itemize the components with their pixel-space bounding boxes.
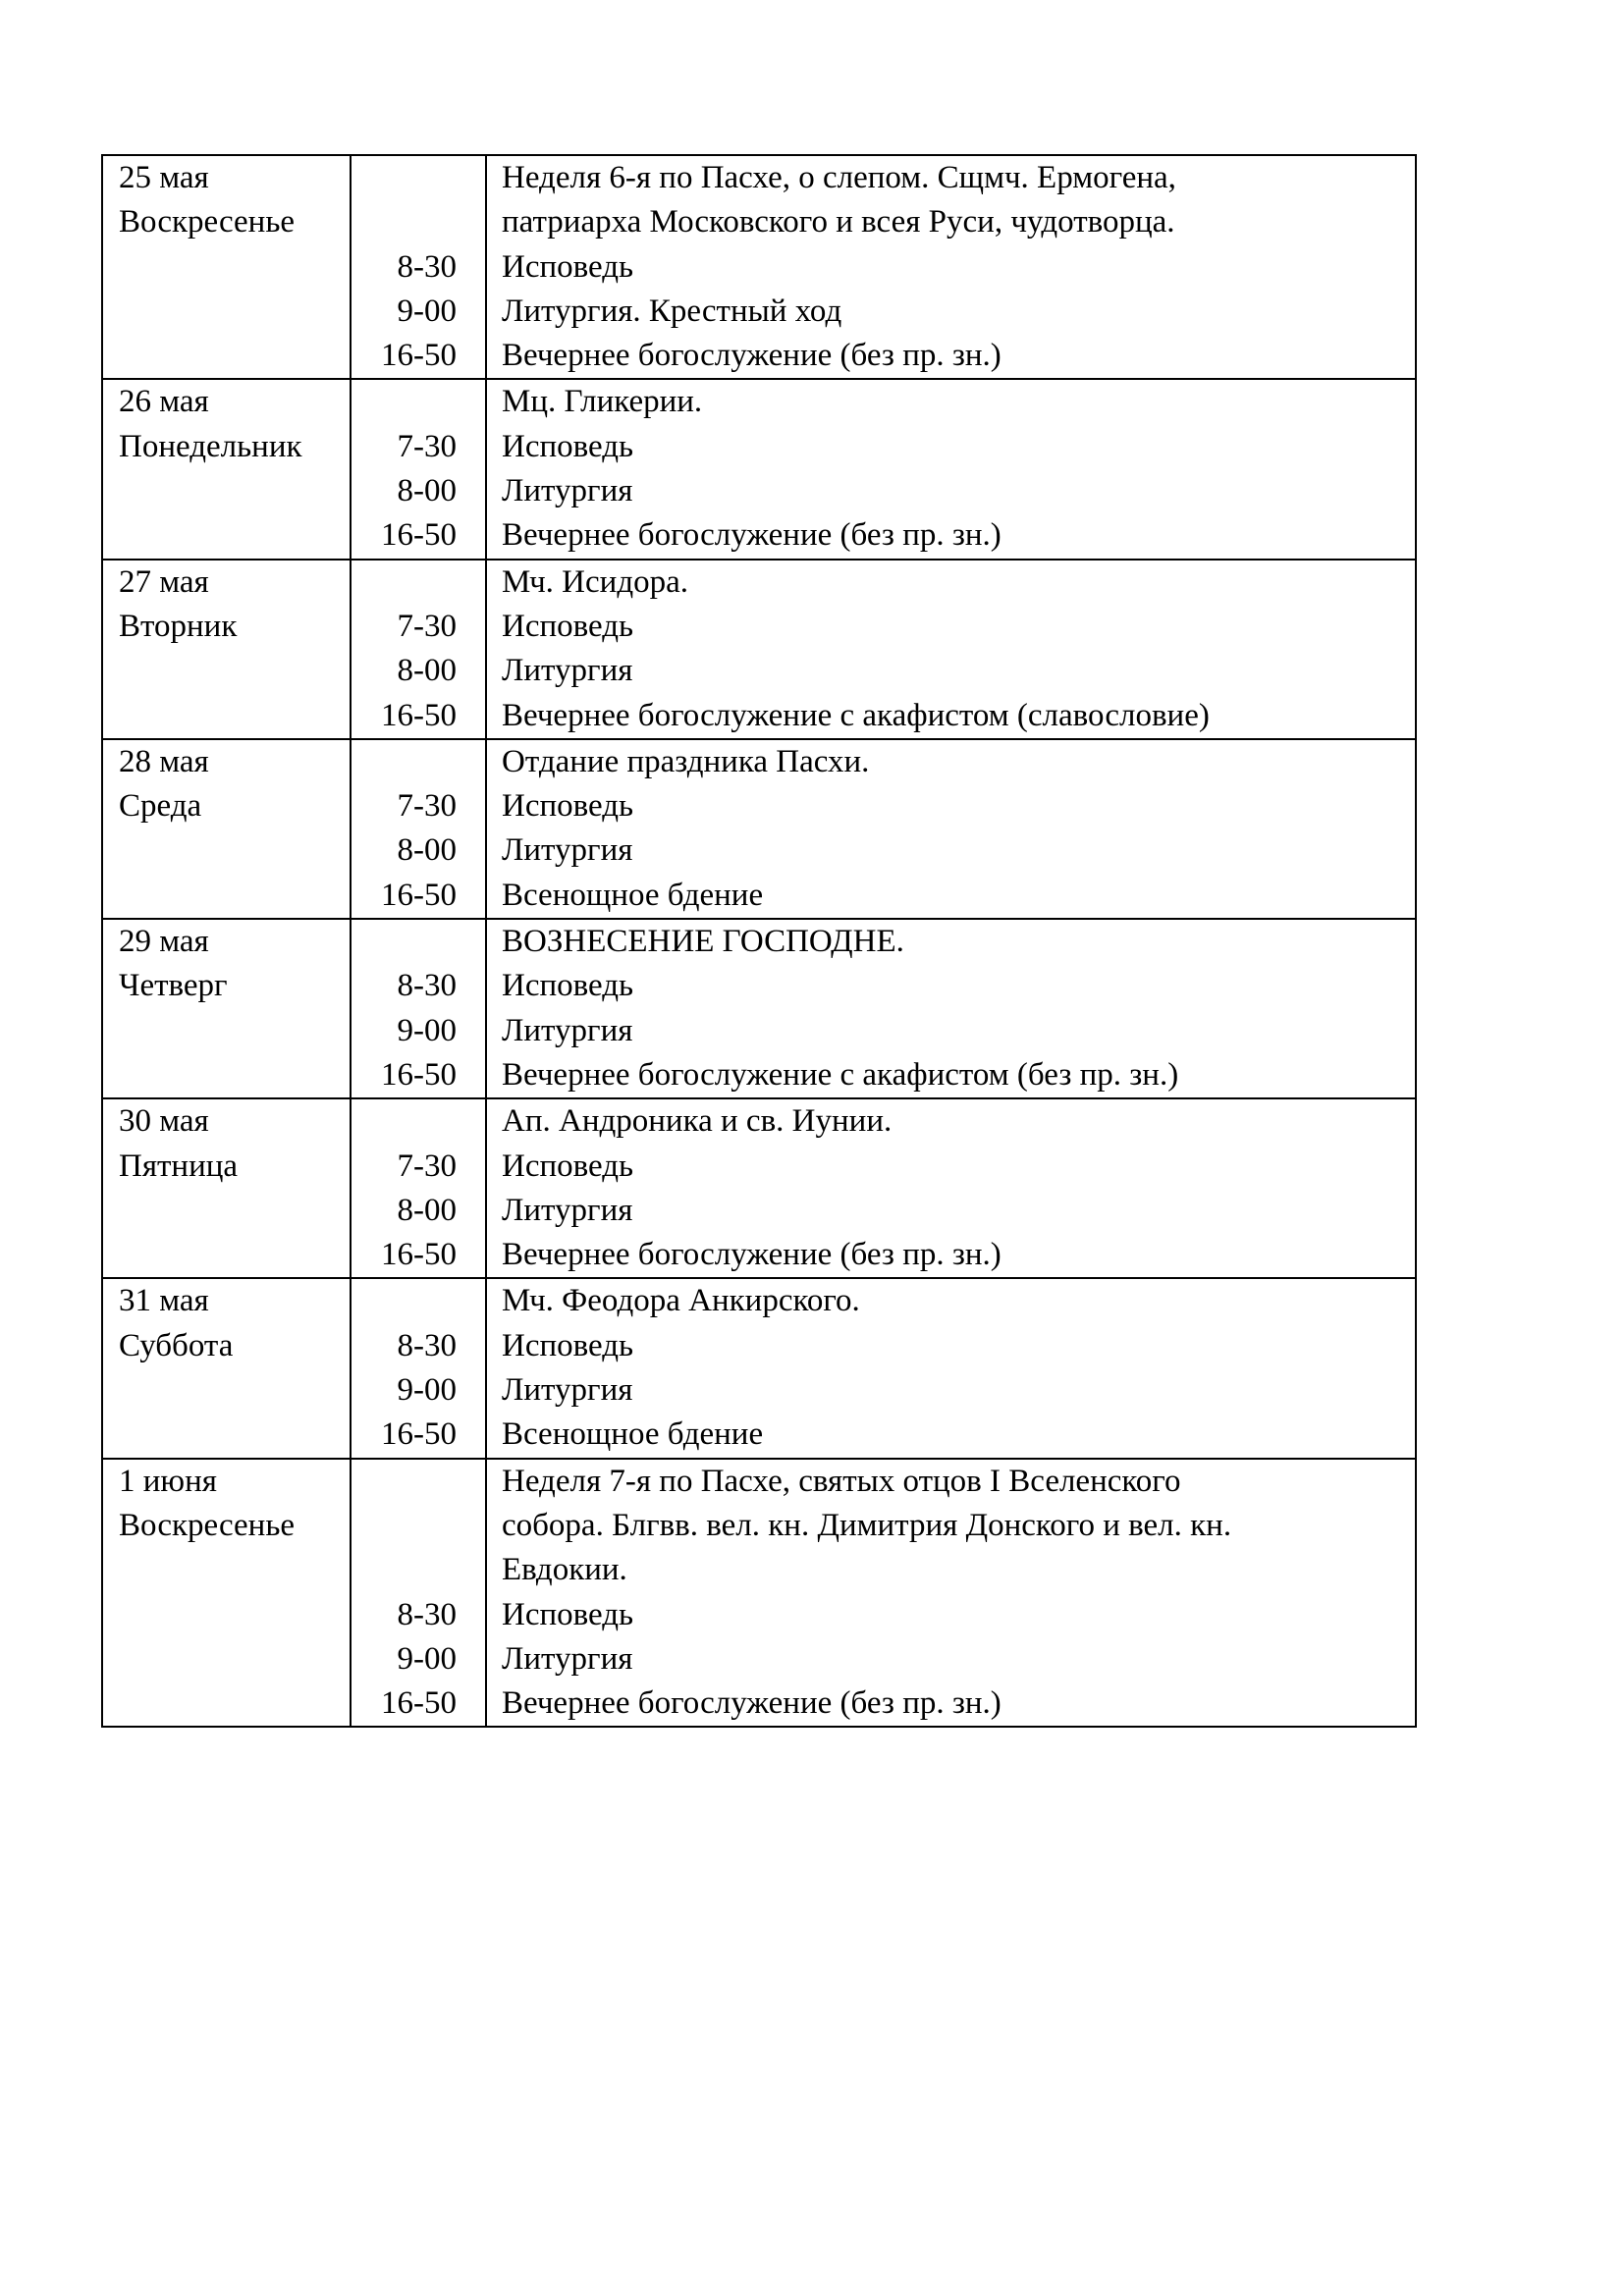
service-name: Литургия xyxy=(502,1372,633,1409)
service-time: 16-50 xyxy=(381,1056,457,1093)
day-date-cell xyxy=(102,919,351,1098)
day-row xyxy=(102,379,1416,559)
day-date: 30 мая xyxy=(119,1103,209,1140)
service-time: 8-00 xyxy=(397,1192,457,1228)
service-time: 9-00 xyxy=(397,1372,457,1409)
service-name: Всенощное бдение xyxy=(502,877,764,913)
day-weekday: Пятница xyxy=(119,1148,239,1184)
day-feast-title: Мч. Феодора Анкирского. xyxy=(502,1283,860,1319)
day-date-cell xyxy=(102,560,351,739)
service-name: Литургия xyxy=(502,473,633,509)
schedule-body xyxy=(102,155,1416,1727)
day-date-cell xyxy=(102,155,351,379)
service-time: 7-30 xyxy=(397,788,457,825)
time-spacer xyxy=(352,1460,457,1504)
day-weekday: Вторник xyxy=(119,608,238,644)
day-feast-title: Отдание праздника Пасхи. xyxy=(502,743,870,779)
service-time: 8-30 xyxy=(397,968,457,1004)
day-description-cell xyxy=(486,1098,1416,1278)
day-row xyxy=(102,560,1416,739)
time-spacer xyxy=(352,1504,457,1548)
schedule-table xyxy=(101,154,1417,1728)
service-time: 8-00 xyxy=(397,832,457,869)
day-date-cell xyxy=(102,1459,351,1728)
day-weekday: Воскресенье xyxy=(119,1507,296,1543)
day-weekday: Воскресенье xyxy=(119,204,296,240)
day-date-cell xyxy=(102,379,351,559)
service-time: 7-30 xyxy=(397,428,457,464)
day-date: 26 мая xyxy=(119,384,209,420)
service-time: 8-30 xyxy=(397,1596,457,1632)
service-name: Вечернее богослужение с акафистом (славословие) xyxy=(502,697,1210,733)
day-description-cell xyxy=(486,1459,1416,1728)
day-row xyxy=(102,1098,1416,1278)
day-date-cell xyxy=(102,1278,351,1458)
service-name: Всенощное бдение xyxy=(502,1416,764,1453)
service-name: Литургия xyxy=(502,1640,633,1677)
day-description-cell xyxy=(486,739,1416,919)
day-feast-title: ВОЗНЕСЕНИЕ ГОСПОДНЕ. xyxy=(502,924,904,960)
day-date: 1 июня xyxy=(119,1463,217,1499)
day-feast-title: Мц. Гликерии. xyxy=(502,384,703,420)
service-name: Вечернее богослужение с акафистом (без пр. зн.) xyxy=(502,1056,1179,1093)
day-weekday: Понедельник xyxy=(119,428,302,464)
service-name: Исповедь xyxy=(502,1148,634,1184)
time-spacer xyxy=(352,920,457,964)
service-time: 9-00 xyxy=(397,1640,457,1677)
service-name: Исповедь xyxy=(502,608,634,644)
day-row xyxy=(102,155,1416,379)
service-name: Литургия xyxy=(502,1012,633,1048)
time-spacer xyxy=(352,380,457,424)
day-description-cell xyxy=(486,1278,1416,1458)
day-description-cell xyxy=(486,919,1416,1098)
service-time: 8-00 xyxy=(397,653,457,689)
service-name: Исповедь xyxy=(502,248,634,285)
day-row xyxy=(102,1278,1416,1458)
service-time: 7-30 xyxy=(397,608,457,644)
service-time: 9-00 xyxy=(397,1012,457,1048)
service-name: Литургия xyxy=(502,832,633,869)
day-times-cell xyxy=(351,155,486,379)
day-row xyxy=(102,1459,1416,1728)
day-date: 25 мая xyxy=(119,160,209,195)
day-times-cell xyxy=(351,1278,486,1458)
service-name: Исповедь xyxy=(502,788,634,825)
day-times-cell xyxy=(351,1459,486,1728)
time-spacer xyxy=(352,1548,457,1592)
time-spacer xyxy=(352,1099,457,1144)
time-spacer xyxy=(352,200,457,244)
day-feast-title: Евдокии. xyxy=(502,1552,627,1588)
day-date: 29 мая xyxy=(119,924,209,960)
service-name: Вечернее богослужение (без пр. зн.) xyxy=(502,1685,1001,1722)
service-time: 16-50 xyxy=(381,697,457,733)
day-date: 31 мая xyxy=(119,1283,209,1319)
service-time: 16-50 xyxy=(381,1685,457,1722)
day-times-cell xyxy=(351,919,486,1098)
service-time: 16-50 xyxy=(381,517,457,554)
day-feast-title: Ап. Андроника и св. Иунии. xyxy=(502,1103,893,1140)
time-spacer xyxy=(352,156,457,200)
day-feast-title: Мч. Исидора. xyxy=(502,563,689,600)
service-time: 16-50 xyxy=(381,1237,457,1273)
service-time: 8-30 xyxy=(397,1327,457,1363)
time-spacer xyxy=(352,561,457,605)
service-name: Литургия. Крестный ход xyxy=(502,293,842,329)
day-date-cell xyxy=(102,739,351,919)
day-date: 27 мая xyxy=(119,563,209,600)
day-times-cell xyxy=(351,379,486,559)
time-spacer xyxy=(352,740,457,784)
day-weekday: Четверг xyxy=(119,968,228,1004)
service-name: Исповедь xyxy=(502,428,634,464)
service-time: 7-30 xyxy=(397,1148,457,1184)
day-description-cell xyxy=(486,379,1416,559)
service-name: Исповедь xyxy=(502,968,634,1004)
day-weekday: Суббота xyxy=(119,1327,234,1363)
service-time: 16-50 xyxy=(381,877,457,913)
day-date-cell xyxy=(102,1098,351,1278)
day-weekday: Среда xyxy=(119,788,202,825)
time-spacer xyxy=(352,1279,457,1323)
day-row xyxy=(102,739,1416,919)
day-description-cell xyxy=(486,560,1416,739)
service-time: 9-00 xyxy=(397,293,457,329)
day-feast-title: Неделя 6-я по Пасхе, о слепом. Сщмч. Ермогена, xyxy=(502,160,1176,195)
service-name: Исповедь xyxy=(502,1596,634,1632)
day-feast-title: Неделя 7-я по Пасхе, святых отцов I Вселенского xyxy=(502,1463,1181,1499)
service-time: 8-30 xyxy=(397,248,457,285)
service-time: 16-50 xyxy=(381,1416,457,1453)
service-name: Вечернее богослужение (без пр. зн.) xyxy=(502,517,1001,554)
day-date: 28 мая xyxy=(119,743,209,779)
day-times-cell xyxy=(351,739,486,919)
day-feast-title: собора. Блгвв. вел. кн. Димитрия Донского и вел. кн. xyxy=(502,1507,1232,1543)
service-name: Вечернее богослужение (без пр. зн.) xyxy=(502,338,1001,374)
day-description-cell xyxy=(486,155,1416,379)
service-name: Литургия xyxy=(502,653,633,689)
day-times-cell xyxy=(351,560,486,739)
day-feast-title: патриарха Московского и всея Руси, чудотворца. xyxy=(502,204,1175,240)
service-time: 8-00 xyxy=(397,473,457,509)
service-name: Исповедь xyxy=(502,1327,634,1363)
day-row xyxy=(102,919,1416,1098)
service-time: 16-50 xyxy=(381,338,457,374)
day-times-cell xyxy=(351,1098,486,1278)
service-name: Литургия xyxy=(502,1192,633,1228)
service-name: Вечернее богослужение (без пр. зн.) xyxy=(502,1237,1001,1273)
